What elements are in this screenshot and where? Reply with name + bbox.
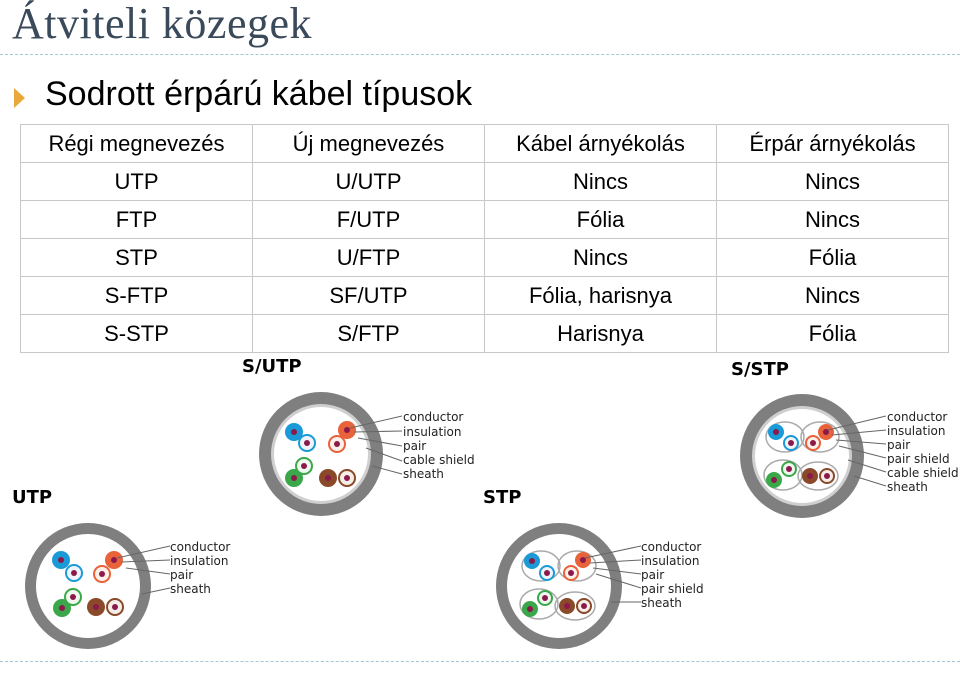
footer-divider — [0, 661, 960, 662]
stp-label: STP — [483, 487, 522, 508]
utp-legend-item: pair — [170, 568, 194, 582]
sstp-legend-item: sheath — [887, 480, 928, 494]
table-row — [21, 315, 949, 353]
table-cell: Fólia — [485, 201, 717, 239]
table-cell: Fólia, harisnya — [485, 277, 717, 315]
sstp-diagram — [736, 388, 888, 528]
utp-diagram — [22, 518, 172, 658]
table-row — [21, 163, 949, 201]
table-cell: S-STP — [21, 315, 253, 353]
table-cell: Harisnya — [485, 315, 717, 353]
sstp-legend-item: cable shield — [887, 466, 959, 480]
bullet-text: Sodrott érpárú kábel típusok — [45, 75, 473, 113]
table-cell: Fólia — [717, 315, 949, 353]
title-divider — [0, 54, 960, 55]
stp-legend-item: pair shield — [641, 582, 704, 596]
table-header-cell: Új megnevezés — [253, 125, 485, 163]
stp-legend-item: insulation — [641, 554, 700, 568]
utp-legend-item: insulation — [170, 554, 229, 568]
table-row — [21, 239, 949, 277]
table-cell: S/FTP — [253, 315, 485, 353]
table-cell: Nincs — [717, 277, 949, 315]
table-cell: Nincs — [485, 239, 717, 277]
table-row — [21, 201, 949, 239]
sutp-legend-item: pair — [403, 439, 427, 453]
table-header-cell: Régi megnevezés — [21, 125, 253, 163]
bullet-arrow-icon — [14, 88, 25, 108]
stp-legend-item: pair — [641, 568, 665, 582]
table-cell: S-FTP — [21, 277, 253, 315]
table-header-cell: Kábel árnyékolás — [485, 125, 717, 163]
sstp-legend-item: insulation — [887, 424, 946, 438]
sutp-label: S/UTP — [242, 356, 302, 377]
stp-diagram — [493, 518, 643, 658]
table-cell: UTP — [21, 163, 253, 201]
sstp-legend-item: conductor — [887, 410, 948, 424]
sutp-legend-item: cable shield — [403, 453, 475, 467]
table-cell: F/UTP — [253, 201, 485, 239]
table-header-cell: Érpár árnyékolás — [717, 125, 949, 163]
stp-legend-item: conductor — [641, 540, 702, 554]
table-cell: FTP — [21, 201, 253, 239]
sstp-legend-item: pair — [887, 438, 911, 452]
sstp-legend-item: pair shield — [887, 452, 950, 466]
utp-legend-item: conductor — [170, 540, 231, 554]
sutp-legend-item: sheath — [403, 467, 444, 481]
slide-title: Átviteli közegek — [12, 0, 313, 48]
cable-types-table — [20, 124, 949, 353]
utp-label: UTP — [12, 487, 53, 508]
table-cell: Nincs — [717, 163, 949, 201]
table-row — [21, 277, 949, 315]
table-cell: Fólia — [717, 239, 949, 277]
table-header-row — [21, 125, 949, 163]
table-cell: U/UTP — [253, 163, 485, 201]
sutp-diagram — [254, 386, 404, 526]
sutp-legend-item: insulation — [403, 425, 462, 439]
table-cell: Nincs — [485, 163, 717, 201]
sstp-label: S/STP — [731, 359, 789, 380]
table-cell: SF/UTP — [253, 277, 485, 315]
utp-legend-item: sheath — [170, 582, 211, 596]
table-cell: U/FTP — [253, 239, 485, 277]
table-cell: STP — [21, 239, 253, 277]
table-cell: Nincs — [717, 201, 949, 239]
sutp-legend-item: conductor — [403, 410, 464, 424]
stp-legend-item: sheath — [641, 596, 682, 610]
